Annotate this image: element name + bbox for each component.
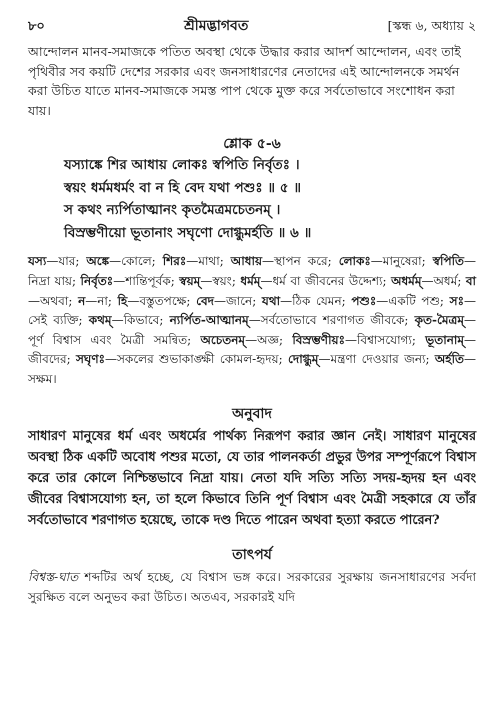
sanskrit-word: বিস্রম্ভণীয়ঃ [292,332,345,347]
sanskrit-word: অর্হতি [434,352,465,367]
purport-paragraph [28,567,476,607]
document-page [28,14,476,607]
sanskrit-word: ন্যর্পিত-আত্মানম্ [169,313,249,328]
sanskrit-word: স্বয়ম্ [179,273,201,288]
translation-line: পূর্ণ বিশ্বাস এবং মৈত্রী সহকারে যে তাঁর সর্বতোভাবে শরণাগত হয়েছে, তাকে [28,491,476,528]
word-meaning: অথবা [40,293,69,308]
word-synonyms [28,252,476,389]
word-meaning: অজ্ঞ [257,332,279,347]
sanskrit-word: নির্বৃতঃ [80,273,114,288]
word-meaning: মন্ত্রণা দেওয়ার জন্য [330,352,426,367]
translation-line: সাধারণ মানুষের ধর্ম এবং অধর্মের পার্থক্য নিরূপণ করার জ্ঞান নেই। সাধারণ [28,428,432,444]
sanskrit-word: আধায় [230,254,263,269]
intro-line: করে সর্বতোভাবে সংশোধন করা যায়। [28,83,455,118]
intro-paragraph [28,42,476,120]
synonym-entry: বা—অথবা; [28,273,477,308]
word-meaning: বস্তুতপক্ষে [139,293,187,308]
synonym-entry: অঙ্কে—কোলে; [86,254,163,269]
sanskrit-word: কথম্ [88,313,112,328]
synonym-entry: নির্বৃতঃ—শান্তিপূর্বক; [80,273,180,288]
translation-paragraph [28,426,476,531]
sanskrit-word: দোগ্ধুম্ [288,352,319,367]
synonym-entry: ধর্মম্—ধর্ম বা জীবনের উদ্দেশ্য; [240,273,392,288]
word-meaning: মাথা [198,254,220,269]
purport-italic-term: বিশ্বস্ত-ঘাত [28,569,79,584]
intro-line: এবং তাই পৃথিবীর সব কয়টি দেশের সরকার এবং জনসাধারণের নেতাদের এই [28,44,461,79]
word-meaning: যার [58,254,76,269]
translation-title: অনুবাদ [232,405,272,422]
synonym-entry: ভূতানাম্—জীবদের; [28,332,476,367]
sanskrit-word: যস্য [28,254,47,269]
word-meaning: একটি পশু [388,293,440,308]
word-meaning: জীবদের [28,352,67,367]
verse-line: স্বয়ং ধর্মমধর্মং বা ন হি বেদ যথা পশুঃ ॥ ৫ ॥ [64,179,302,196]
sanskrit-word: বা [465,273,477,288]
synonym-entry: কৃত-মৈত্রম্—পূর্ণ বিশ্বাস এবং মৈত্রী সমন্বিত; [28,313,477,347]
purport-text: জনসাধারণের সর্বদা সুরক্ষিত বলে অনুভব করা উচিত। অতএব, সরকারই যদি [28,569,477,604]
sanskrit-word: সঘৃণঃ [76,352,105,367]
sanskrit-word: ন [78,293,86,308]
synonym-entry: ন্যর্পিত-আত্মানম্—সর্বতোভাবে শরণাগত জীবকে; [169,313,415,328]
sanskrit-word: অঙ্কে [86,254,110,269]
synonym-entry: সঃ—সেই ব্যক্তি; [28,293,476,328]
word-meaning: পূর্ণ বিশ্বাস এবং মৈত্রী সমন্বিত [28,332,188,347]
shloka-title: শ্লোক ৫-৬ [223,136,281,153]
sanskrit-word: অধর্মম্ [391,273,422,288]
word-meaning: সক্ষম [28,371,53,386]
synonym-entry: কথম্—কিভাবে; [88,313,170,328]
synonym-entry: অচেতনম্—অজ্ঞ; [200,332,293,347]
page-header [28,14,476,36]
intro-line: আন্দোলন মানব-সমাজকে পতিত অবস্থা থেকে উদ্ধার করার আদর্শ আন্দোলন, [28,44,412,59]
page-number: ৮০ [28,19,45,34]
verse-line: বিস্রম্ভণীয়ো ভূতানাং সঘৃণো দোগ্ধুমর্হতি ॥ ৬ ॥ [64,224,312,241]
word-meaning: নিদ্রা যায় [28,273,72,288]
synonym-entry: অর্হতি—সক্ষম। [28,352,477,386]
synonym-entry: শিরঃ—মাথা; [162,254,231,269]
word-meaning: ধর্ম বা জীবনের উদ্দেশ্য [272,273,383,288]
sanskrit-word: ধর্মম্ [240,273,261,288]
word-meaning: স্থাপন করে [274,254,328,269]
word-meaning: ঠিক যেমন [292,293,342,308]
word-meaning: স্বয়ং [212,273,232,288]
sanskrit-word: স্বপিতি [432,254,465,269]
translation-line: সত্যি সদয়-হৃদয় হন এবং জীবের বিশ্বাসযোগ্য হন, তা হলে কিভাবে তিনি [28,470,476,507]
chapter-reference: [স্কন্ধ ৬, অধ্যায় ২ [387,18,476,33]
translation-line: দণ্ড দিতে পারেন অথবা হত্যা করতে পারেন? [213,512,440,528]
synonym-entry: স্বয়ম্—স্বয়ং; [179,273,241,288]
synonym-entry: ন—না; [78,293,118,308]
synonym-entry: বিস্রম্ভণীয়ঃ—বিশ্বাসযোগ্য; [292,332,426,347]
synonym-entry: সঘৃণঃ—সকলের শুভাকাঙ্ক্ষী কোমল-হৃদয়; [76,352,289,367]
purport-title: তাৎপর্য [232,546,272,563]
word-meaning: না [97,293,108,308]
sanskrit-word: সঃ [449,293,464,308]
sanskrit-word: বেদ [196,293,214,308]
synonym-entry: পশুঃ—একটি পশু; [351,293,450,308]
sanskrit-word: অচেতনম্ [200,332,246,347]
word-meaning: সেই ব্যক্তি [28,313,79,328]
synonym-entry: যথা—ঠিক যেমন; [261,293,352,308]
synonym-entry: অধর্মম্—অধর্ম; [391,273,466,288]
intro-line: আন্দোলনকে সমর্থন করা উচিত যাতে মানব-সমাজকে সমস্ত পাপ থেকে মুক্ত [28,63,460,99]
synonym-entry: বেদ—জানে; [196,293,262,308]
synonym-entry: যস্য—যার; [28,254,87,269]
word-meaning: অধর্ম [433,273,458,288]
sanskrit-word: পশুঃ [351,293,377,308]
word-meaning: শান্তিপূর্বক [125,273,171,288]
word-meaning: বিশ্বাসযোগ্য [356,332,412,347]
word-meaning: কোলে [121,254,152,269]
word-meaning: সকলের শুভাকাঙ্ক্ষী কোমল-হৃদয় [117,352,279,367]
verse-block [28,154,476,244]
verse-line: স কথং ন্যর্পিতাত্মানং কৃতমৈত্রমচেতনম্ । [64,202,281,219]
purport-text: শব্দটির অর্থ হচ্ছে, যে বিশ্বাস ভঙ্গ করে। সরকারের সুরক্ষায় [78,569,374,584]
word-meaning: মানুষেরা [382,254,422,269]
translation-line: সম্পূর্ণরূপে বিশ্বাস করে তার কোলে নিশ্চিন্তভাবে নিদ্রা যায়। নেতা যদি সত্যি [28,449,476,486]
synonym-entry: স্বপিতি—নিদ্রা যায়; [28,254,477,288]
sanskrit-word: লোকঃ [338,254,371,269]
synonym-entry: হি—বস্তুতপক্ষে; [117,293,197,308]
synonym-entry: লোকঃ—মানুষেরা; [338,254,433,269]
translation-line: মানুষের অবস্থা ঠিক একটি অবোধ পশুর মতো, যে তার পালনকর্তা প্রভুর উপর [28,428,476,465]
synonym-entry: আধায়—স্থাপন করে; [230,254,339,269]
word-meaning: জানে [225,293,253,308]
sanskrit-word: হি [117,293,128,308]
word-meaning: কিভাবে [123,313,160,328]
book-title: শ্রীমদ্ভাগবত [184,18,249,34]
synonym-entry: দোগ্ধুম্—মন্ত্রণা দেওয়ার জন্য; [288,352,435,367]
sanskrit-word: শিরঃ [162,254,187,269]
sanskrit-word: যথা [261,293,281,308]
word-meaning: সর্বতোভাবে শরণাগত জীবকে [260,313,405,328]
sanskrit-word: কৃত-মৈত্রম্ [414,313,465,328]
verse-line: যস্যাঙ্কে শির আধায় লোকঃ স্বপিতি নির্বৃতঃ । [64,157,300,174]
sanskrit-word: ভূতানাম্ [425,332,464,347]
